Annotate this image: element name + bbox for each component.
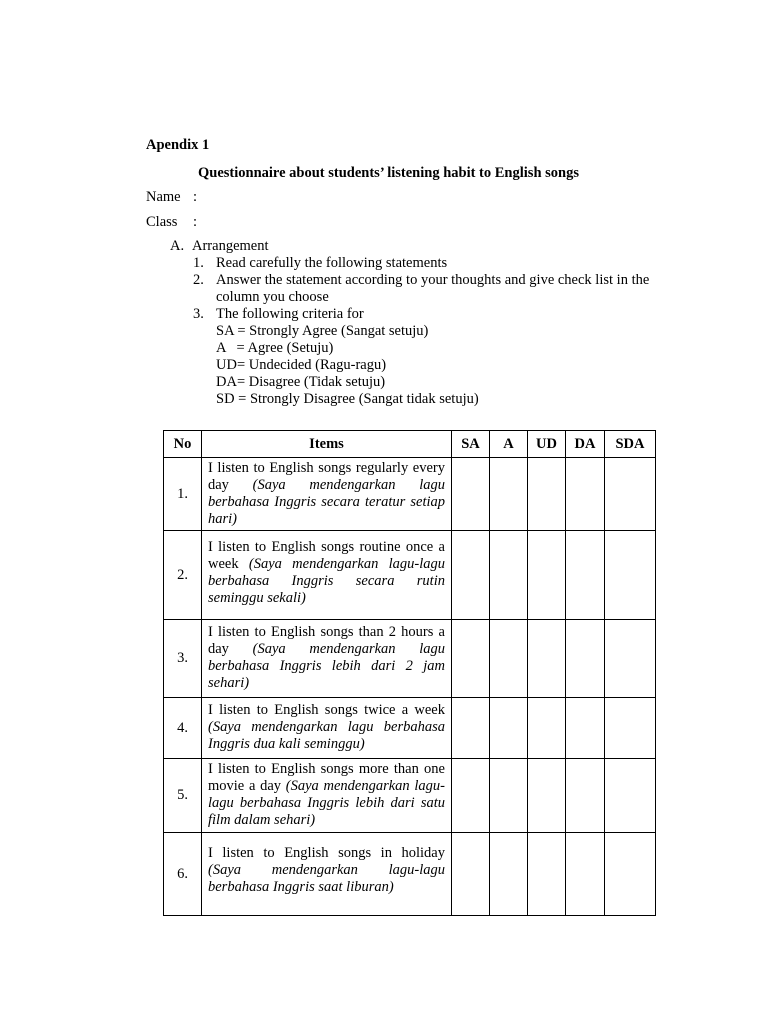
row-number: 6.: [164, 833, 202, 916]
name-field: [146, 189, 198, 206]
item-text: I listen to English songs twice a week: [208, 702, 445, 718]
section-heading: [170, 238, 269, 255]
checkbox-cell-sda[interactable]: [605, 759, 656, 833]
checkbox-cell-sda[interactable]: [605, 833, 656, 916]
item-text: I listen to English songs than 2 hours a day: [208, 624, 445, 657]
checkbox-cell-da[interactable]: [566, 833, 605, 916]
section-marker: A.: [170, 238, 185, 254]
checkbox-cell-a[interactable]: [490, 620, 528, 698]
checkbox-cell-sa[interactable]: [452, 620, 490, 698]
row-number: 1.: [164, 458, 202, 531]
table-row: [164, 833, 656, 916]
name-colon: :: [193, 189, 198, 205]
instruction-item: [193, 306, 663, 408]
checkbox-cell-ud[interactable]: [528, 698, 566, 759]
row-number: 2.: [164, 531, 202, 620]
instruction-number: 2.: [193, 272, 204, 288]
row-number: 5.: [164, 759, 202, 833]
row-item: [202, 698, 452, 759]
checkbox-cell-ud[interactable]: [528, 458, 566, 531]
item-text: I listen to English songs regularly every day: [208, 460, 445, 493]
item-text: I listen to English songs in holiday: [208, 845, 445, 861]
instruction-number: 1.: [193, 255, 204, 271]
row-item: [202, 759, 452, 833]
checkbox-cell-sa[interactable]: [452, 458, 490, 531]
checkbox-cell-ud[interactable]: [528, 833, 566, 916]
criteria-sa: SA = Strongly Agree (Sangat setuju): [216, 323, 429, 339]
checkbox-cell-sda[interactable]: [605, 531, 656, 620]
instruction-item: [193, 255, 663, 272]
checkbox-cell-sa[interactable]: [452, 698, 490, 759]
row-item: [202, 620, 452, 698]
row-item: [202, 833, 452, 916]
table-row: [164, 531, 656, 620]
header-sda: SDA: [605, 431, 656, 458]
item-translation: (Saya mendengarkan lagu berbahasa Inggris secara teratur setiap hari): [208, 477, 445, 527]
item-translation: (Saya mendengarkan lagu-lagu berbahasa Inggris lebih dari satu film dalam sehari): [208, 778, 445, 828]
checkbox-cell-da[interactable]: [566, 531, 605, 620]
row-item: [202, 458, 452, 531]
instruction-item: [193, 272, 663, 306]
header-da: DA: [566, 431, 605, 458]
checkbox-cell-sa[interactable]: [452, 759, 490, 833]
checkbox-cell-sda[interactable]: [605, 620, 656, 698]
appendix-heading: Apendix 1: [146, 137, 210, 153]
criteria-da: DA= Disagree (Tidak setuju): [216, 374, 386, 390]
checkbox-cell-a[interactable]: [490, 698, 528, 759]
checkbox-cell-ud[interactable]: [528, 620, 566, 698]
table-row: [164, 759, 656, 833]
instruction-text: Read carefully the following statements: [216, 255, 448, 271]
checkbox-cell-sda[interactable]: [605, 458, 656, 531]
instruction-list: [193, 255, 663, 408]
criteria-a: A = Agree (Setuju): [216, 340, 334, 356]
criteria-ud: UD= Undecided (Ragu-ragu): [216, 357, 387, 373]
instruction-text: The following criteria for: [216, 306, 364, 322]
instruction-number: 3.: [193, 306, 204, 322]
section-title: Arrangement: [192, 238, 269, 254]
checkbox-cell-a[interactable]: [490, 458, 528, 531]
header-no: No: [164, 431, 202, 458]
class-colon: :: [193, 214, 198, 230]
questionnaire-title: Questionnaire about students’ listening habit to English songs: [198, 165, 579, 181]
row-number: 4.: [164, 698, 202, 759]
checkbox-cell-da[interactable]: [566, 759, 605, 833]
checkbox-cell-sa[interactable]: [452, 531, 490, 620]
item-translation: (Saya mendengarkan lagu-lagu berbahasa Inggris secara rutin seminggu sekali): [208, 556, 445, 606]
checkbox-cell-sda[interactable]: [605, 698, 656, 759]
questionnaire-table: [163, 430, 656, 916]
table-row: [164, 698, 656, 759]
checkbox-cell-da[interactable]: [566, 458, 605, 531]
item-text: I listen to English songs routine once a week: [208, 539, 445, 572]
table-header-row: [164, 431, 656, 458]
header-a: A: [490, 431, 528, 458]
class-field: [146, 214, 198, 231]
item-translation: (Saya mendengarkan lagu berbahasa Inggris dua kali seminggu): [208, 719, 445, 752]
checkbox-cell-sa[interactable]: [452, 833, 490, 916]
name-label: Name: [146, 189, 181, 205]
checkbox-cell-da[interactable]: [566, 698, 605, 759]
checkbox-cell-ud[interactable]: [528, 531, 566, 620]
checkbox-cell-ud[interactable]: [528, 759, 566, 833]
item-text: I listen to English songs more than one movie a day: [208, 761, 445, 794]
instruction-text: Answer the statement according to your thoughts and give check list in the column you choose: [216, 272, 650, 305]
checkbox-cell-a[interactable]: [490, 531, 528, 620]
table-row: [164, 620, 656, 698]
header-items: Items: [202, 431, 452, 458]
item-translation: (Saya mendengarkan lagu berbahasa Inggris lebih dari 2 jam sehari): [208, 641, 445, 691]
header-sa: SA: [452, 431, 490, 458]
checkbox-cell-da[interactable]: [566, 620, 605, 698]
row-number: 3.: [164, 620, 202, 698]
row-item: [202, 531, 452, 620]
header-ud: UD: [528, 431, 566, 458]
criteria-sd: SD = Strongly Disagree (Sangat tidak setuju): [216, 391, 479, 407]
checkbox-cell-a[interactable]: [490, 759, 528, 833]
table-row: [164, 458, 656, 531]
item-translation: (Saya mendengarkan lagu-lagu berbahasa Inggris saat liburan): [208, 862, 445, 895]
checkbox-cell-a[interactable]: [490, 833, 528, 916]
class-label: Class: [146, 214, 178, 230]
